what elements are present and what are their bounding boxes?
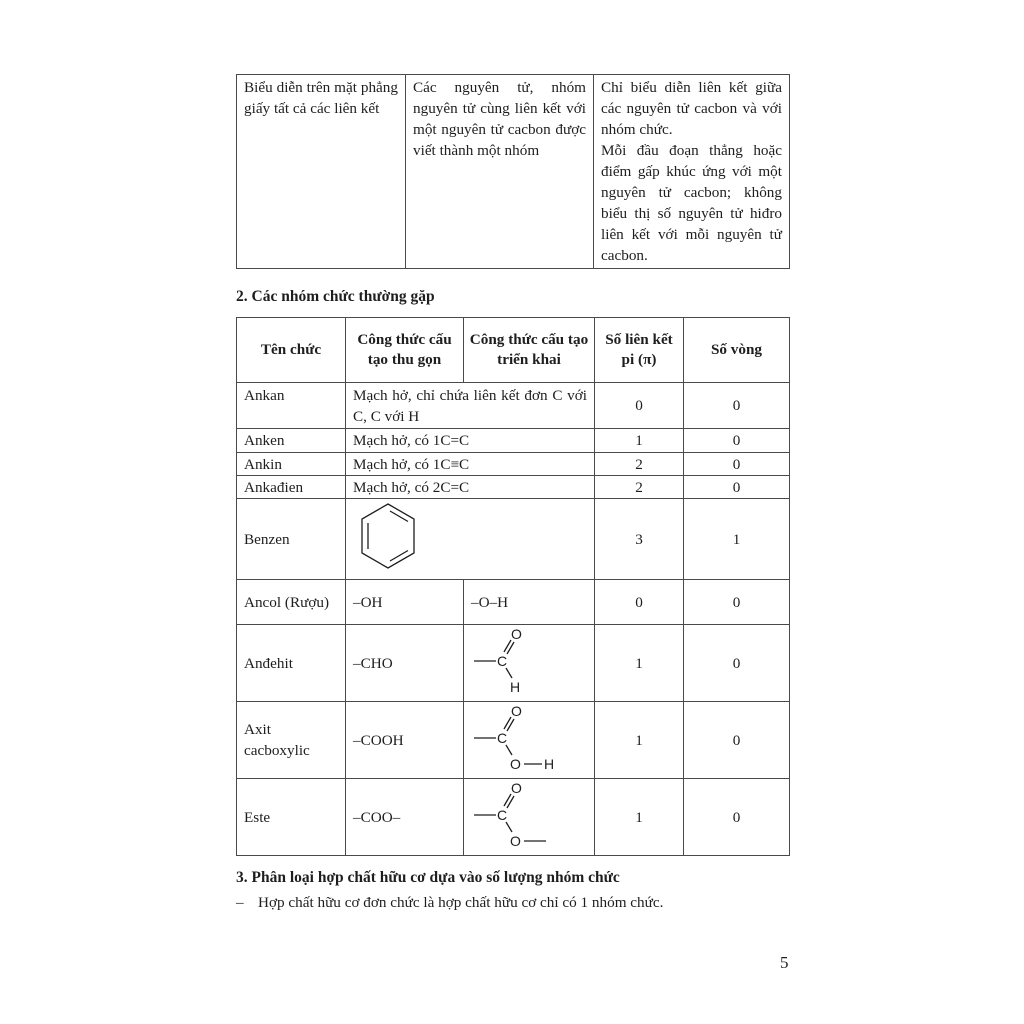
header-expanded: Công thức cấu tạo triển khai [464, 318, 595, 383]
oxygen-atom: O [511, 703, 522, 719]
pi-bond-count: 2 [595, 476, 684, 499]
oxygen-atom: O [510, 756, 521, 772]
pi-bond-count: 1 [595, 625, 684, 702]
table-row [237, 580, 790, 625]
group-name: Ankađien [237, 476, 346, 499]
header-rings: Số vòng [684, 318, 790, 383]
condensed-formula: –COOH [346, 702, 464, 779]
pi-bond-count: 3 [595, 499, 684, 580]
condensed-formula: –OH [346, 580, 464, 625]
table-row [237, 476, 790, 499]
benzene-ring-icon [358, 502, 418, 570]
expanded-formula [464, 702, 595, 779]
skeletal-structure-description [594, 75, 790, 269]
table-row [237, 779, 790, 856]
table-header-row [237, 318, 790, 383]
table-row [237, 625, 790, 702]
expanded-formula [464, 779, 595, 856]
table-row [237, 383, 790, 429]
pi-bond-count: 0 [595, 580, 684, 625]
ring-count: 1 [684, 499, 790, 580]
pi-bond-count: 0 [595, 383, 684, 429]
ring-count: 0 [684, 779, 790, 856]
expanded-formula: –O–H [464, 580, 595, 625]
carbon-atom: C [497, 653, 508, 669]
condensed-structure-description: Các nguyên tử, nhóm nguyên tử cùng liên kết với một nguyên tử cacbon được viết thành một nhóm [406, 75, 594, 269]
group-name: Ankin [237, 453, 346, 476]
ring-count: 0 [684, 580, 790, 625]
table-row [237, 702, 790, 779]
ring-count: 0 [684, 383, 790, 429]
group-name: Este [237, 779, 346, 856]
ring-count: 0 [684, 702, 790, 779]
pi-bond-count: 1 [595, 779, 684, 856]
group-name: Anken [237, 429, 346, 453]
benzene-structure-cell [346, 499, 595, 580]
pi-bond-count: 2 [595, 453, 684, 476]
table-row [237, 429, 790, 453]
ring-count: 0 [684, 625, 790, 702]
header-name: Tên chức [237, 318, 346, 383]
oxygen-atom: O [511, 626, 522, 642]
hydrogen-atom: H [510, 679, 521, 695]
pi-bond-count: 1 [595, 429, 684, 453]
carbon-atom: C [497, 807, 508, 823]
header-condensed: Công thức cấu tạo thu gọn [346, 318, 464, 383]
carboxylic-acid-structure-icon [470, 702, 580, 772]
ring-count: 0 [684, 453, 790, 476]
section-2-heading: 2. Các nhóm chức thường gặp [236, 288, 435, 305]
page-number: 5 [780, 953, 789, 972]
bullet-text: Hợp chất hữu cơ đơn chức là hợp chất hữu cơ chỉ có 1 nhóm chức. [258, 894, 664, 911]
ester-structure-icon [470, 779, 580, 849]
group-description: Mạch hở, có 2C=C [346, 476, 595, 499]
table-row [237, 453, 790, 476]
expanded-formula [464, 625, 595, 702]
bullet-item [236, 892, 663, 913]
oxygen-atom: O [511, 780, 522, 796]
oxygen-atom: O [510, 833, 521, 849]
functional-groups-table [236, 317, 790, 856]
header-pi-bonds: Số liên kết pi (π) [595, 318, 684, 383]
section-3-heading: 3. Phân loại hợp chất hữu cơ dựa vào số lượng nhóm chức [236, 869, 620, 886]
table-row [237, 499, 790, 580]
bullet-dash: – [236, 894, 244, 911]
group-description: Mạch hở, có 1C≡C [346, 453, 595, 476]
aldehyde-structure-icon [470, 625, 570, 695]
group-name: Ankan [237, 383, 346, 429]
group-name: Ancol (Rượu) [237, 580, 346, 625]
group-name: Axit cacboxylic [237, 702, 346, 779]
carbon-atom: C [497, 730, 508, 746]
skeletal-description-line-2: Mỗi đầu đoạn thẳng hoặc điểm gấp khúc ứng với một nguyên tử cacbon; không biểu thị số nguyên tử hiđro liên kết với mỗi nguyên tử cacbon. [601, 142, 782, 264]
pi-bond-count: 1 [595, 702, 684, 779]
group-description: Mạch hở, có 1C=C [346, 429, 595, 453]
group-name: Benzen [237, 499, 346, 580]
group-description: Mạch hở, chỉ chứa liên kết đơn C với C, C với H [346, 383, 595, 429]
skeletal-description-line-1: Chỉ biểu diễn liên kết giữa các nguyên tử cacbon và với nhóm chức. [601, 79, 782, 138]
hydrogen-atom: H [544, 756, 555, 772]
group-name: Anđehit [237, 625, 346, 702]
full-structure-description: Biểu diễn trên mặt phẳng giấy tất cả các liên kết [237, 75, 406, 269]
structure-formula-comparison-table [236, 74, 790, 269]
ring-count: 0 [684, 476, 790, 499]
ring-count: 0 [684, 429, 790, 453]
condensed-formula: –COO– [346, 779, 464, 856]
condensed-formula: –CHO [346, 625, 464, 702]
